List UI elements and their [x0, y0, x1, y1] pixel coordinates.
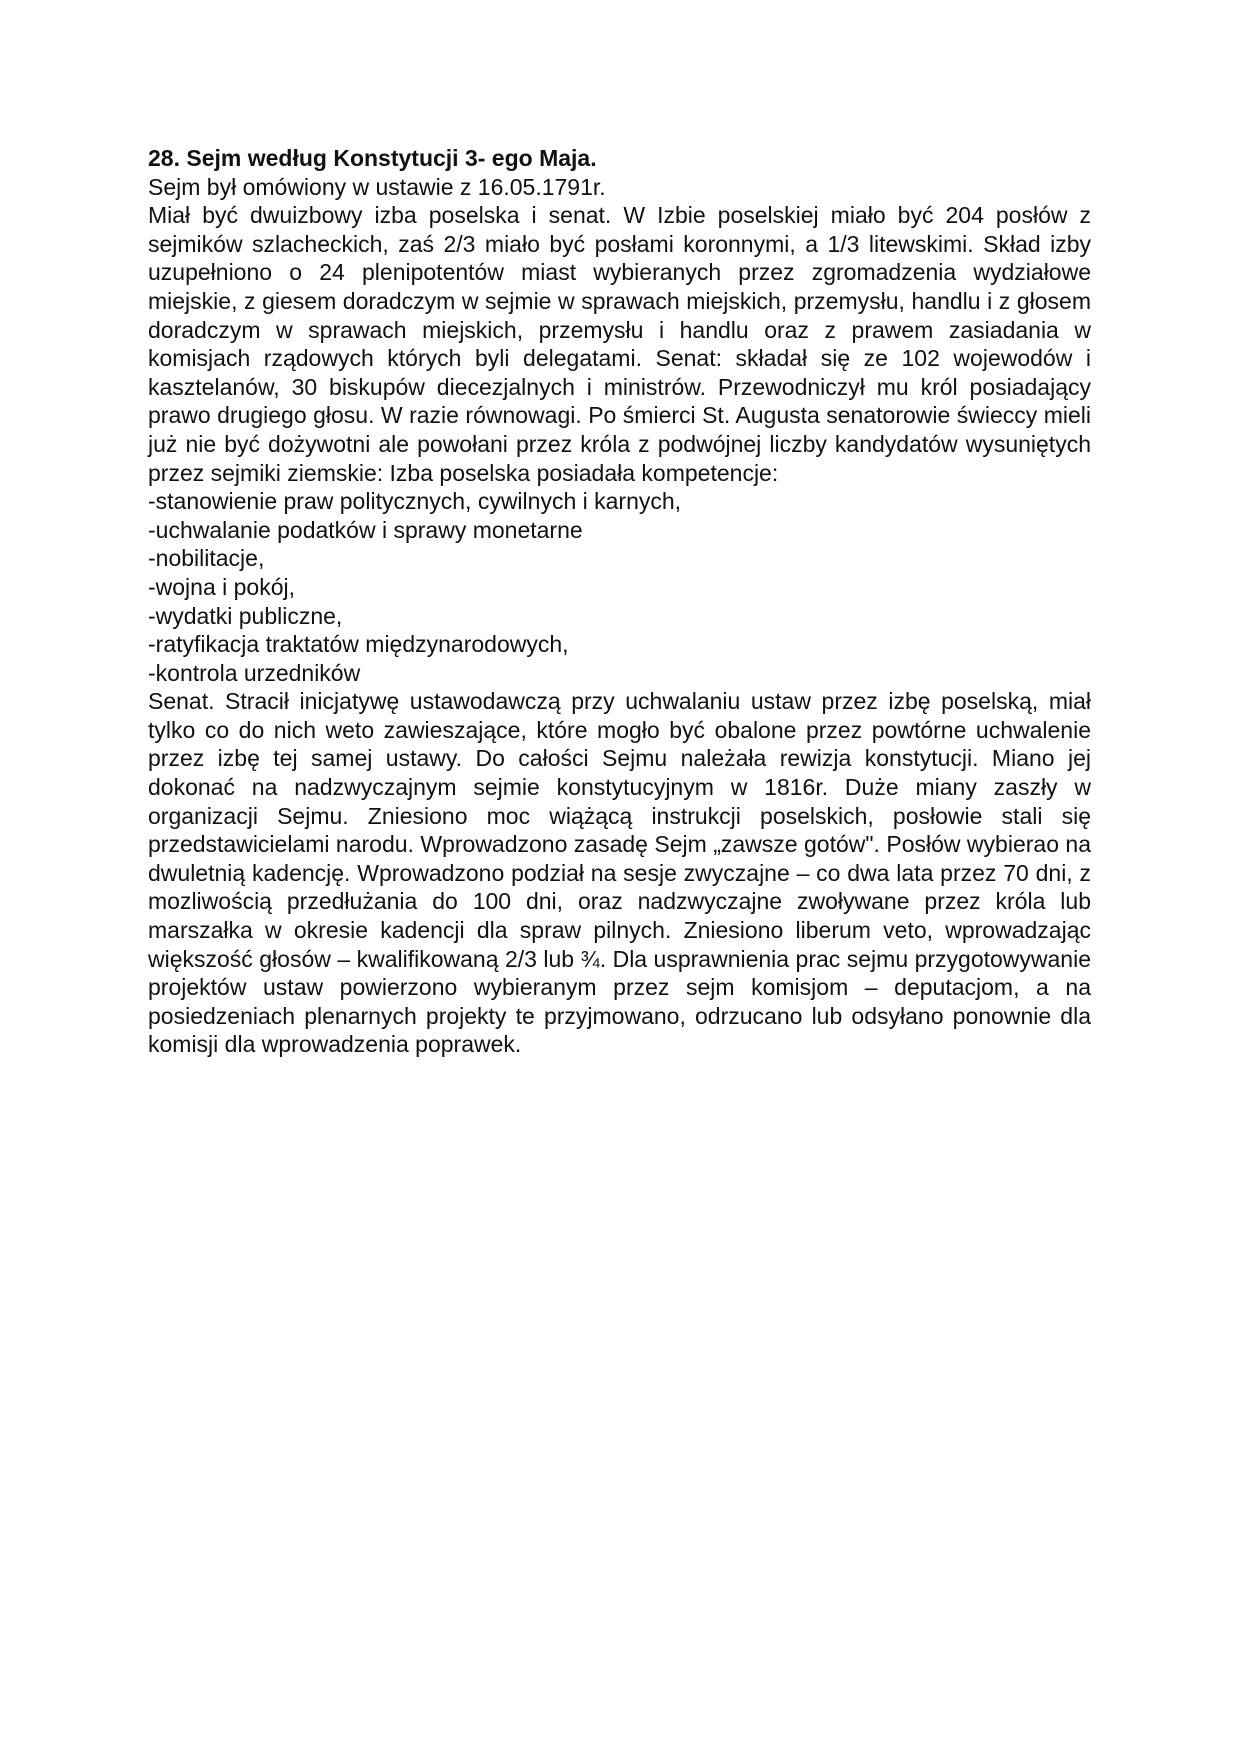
competences-list [148, 487, 1091, 687]
intro-line: Sejm był omówiony w ustawie z 16.05.1791r. [148, 173, 606, 200]
paragraph-senat: Senat. Stracił inicjatywę ustawodawczą przy uchwalaniu ustaw przez izbę poselską, miał tylko co do nich weto zawieszające, które mogło być obalone przez powtórne uchwalenie przez izbę tej samej ustawy. Do całości Sejmu należała rewizja konstytucji. Miano jej dokonać na nadzwyczajnym sejmie konstytucyjnym w 1816r. Duże miany zaszły w organizacji Sejmu. Zniesiono moc wiążącą instrukcji poselskich, posłowie stali się przedstawicielami narodu. Wprowadzono zasadę Sejm „zawsze gotów". Posłów wybierao na dwuletnią kadencję. Wprowadzono podział na sesje zwyczajne – co dwa lata przez 70 dni, z mozliwością przedłużania do 100 dni, oraz nadzwyczajne zwoływane przez króla lub marszałka w okresie kadencji dla spraw pilnych. Zniesiono liberum veto, wprowadzając większość głosów – kwalifikowaną 2/3 lub ¾. Dla usprawnienia prac sejmu przygotowywanie projektów ustaw powierzono wybieranym przez sejm komisjom – deputacjom, a na posiedzeniach plenarnych projekty te przyjmowano, odrzucano lub odsyłano ponownie dla komisji dla wprowadzenia poprawek. [148, 688, 1091, 1058]
list-item: -stanowienie praw politycznych, cywilnych i karnych, [148, 488, 682, 515]
list-item: -uchwalanie podatków i sprawy monetarne [148, 516, 583, 543]
list-item: -nobilitacje, [148, 545, 265, 572]
list-item: -wojna i pokój, [148, 573, 296, 600]
document-page [148, 144, 1091, 1059]
paragraph-izba-poselska: Miał być dwuizbowy izba poselska i senat. W Izbie poselskiej miało być 204 posłów z sejmików szlacheckich, zaś 2/3 miało być posłami koronnymi, a 1/3 litewskimi. Skład izby uzupełniono o 24 plenipotentów miast wybieranych przez zgromadzenia wydziałowe miejskie, z giesem doradczym w sejmie w sprawach miejskich, przemysłu, handlu i z głosem doradczym w sprawach miejskich, przemysłu i handlu oraz z prawem zasiadania w komisjach rządowych których byli delegatami. Senat: składał się ze 102 wojewodów i kasztelanów, 30 biskupów diecezjalnych i ministrów. Przewodniczył mu król posiadający prawo drugiego głosu. W razie równowagi. Po śmierci St. Augusta senatorowie świeccy mieli już nie być dożywotni ale powołani przez króla z podwójnej liczby kandydatów wysuniętych przez sejmiki ziemskie: Izba poselska posiadała kompetencje: [148, 202, 1091, 486]
document-title: 28. Sejm według Konstytucji 3- ego Maja. [148, 145, 597, 171]
list-item: -wydatki publiczne, [148, 602, 343, 629]
list-item: -ratyfikacja traktatów międzynarodowych, [148, 631, 569, 658]
list-item: -kontrola urzedników [148, 659, 361, 686]
